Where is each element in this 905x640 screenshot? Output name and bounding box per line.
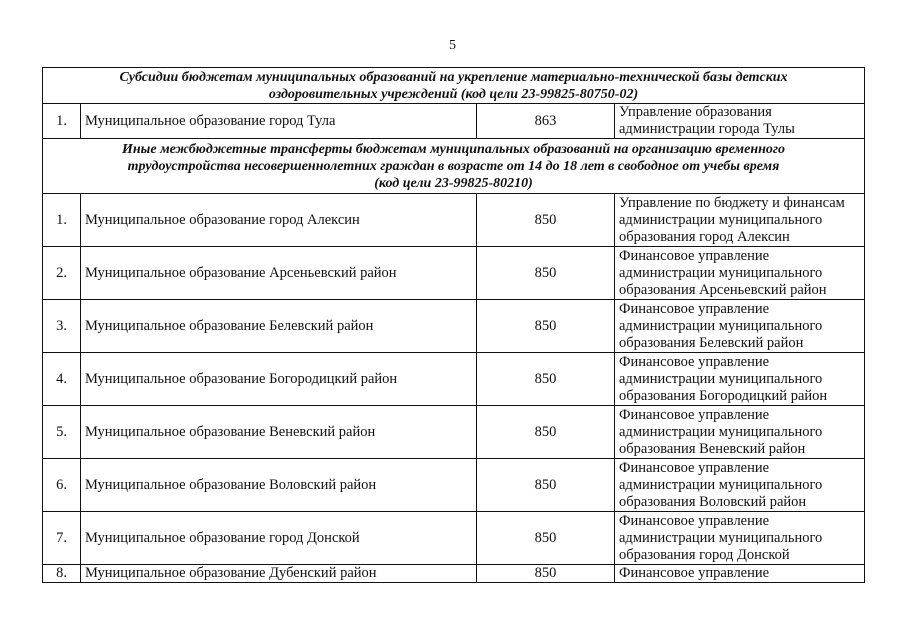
administrator: Финансовое управление администрации муниципального образования Богородицкий район — [615, 353, 865, 406]
administrator: Финансовое управление — [615, 565, 865, 583]
table-row — [43, 512, 865, 565]
admin-code: 863 — [477, 104, 615, 139]
admin-code: 850 — [477, 300, 615, 353]
admin-code: 850 — [477, 565, 615, 583]
municipality-name: Муниципальное образование Дубенский район — [81, 565, 477, 583]
administrator: Финансовое управление администрации муниципального образования Воловский район — [615, 459, 865, 512]
section-title-line: оздоровительных учреждений (код цели 23-99825-80750-02) — [268, 86, 639, 102]
administrator: Управление образования администрации города Тулы — [615, 104, 865, 139]
section-header-row — [43, 139, 865, 194]
row-number: 1. — [43, 104, 81, 139]
page-number: 5 — [449, 38, 456, 53]
administrator: Финансовое управление администрации муниципального образования Веневский район — [615, 406, 865, 459]
municipality-name: Муниципальное образование город Тула — [81, 104, 477, 139]
section-title-line: трудоустройства несовершеннолетних граждан в возрасте от 14 до 18 лет в свободное от учебы время — [127, 158, 780, 174]
row-number: 7. — [43, 512, 81, 565]
section-title-line: (код цели 23-99825-80210) — [374, 175, 533, 191]
section-title — [43, 68, 865, 104]
row-number: 1. — [43, 194, 81, 247]
administrator: Финансовое управление администрации муниципального образования Белевский район — [615, 300, 865, 353]
municipality-name: Муниципальное образование Арсеньевский район — [81, 247, 477, 300]
row-number: 2. — [43, 247, 81, 300]
municipality-name: Муниципальное образование город Донской — [81, 512, 477, 565]
table-row — [43, 406, 865, 459]
administrator: Финансовое управление администрации муниципального образования город Донской — [615, 512, 865, 565]
municipality-name: Муниципальное образование Воловский район — [81, 459, 477, 512]
municipality-name: Муниципальное образование Богородицкий район — [81, 353, 477, 406]
table-row — [43, 353, 865, 406]
table-row — [43, 247, 865, 300]
municipality-name: Муниципальное образование Веневский район — [81, 406, 477, 459]
row-number: 6. — [43, 459, 81, 512]
admin-code: 850 — [477, 247, 615, 300]
municipality-name: Муниципальное образование Белевский район — [81, 300, 477, 353]
administrator: Финансовое управление администрации муниципального образования Арсеньевский район — [615, 247, 865, 300]
section-title-line: Иные межбюджетные трансферты бюджетам муниципальных образований на организацию временного — [122, 141, 786, 157]
table-row — [43, 104, 865, 139]
section-title-line: Субсидии бюджетам муниципальных образований на укрепление материально-технической базы детских — [119, 69, 788, 85]
table-row — [43, 194, 865, 247]
table-row — [43, 565, 865, 583]
municipality-name: Муниципальное образование город Алексин — [81, 194, 477, 247]
admin-code: 850 — [477, 194, 615, 247]
row-number: 8. — [43, 565, 81, 583]
admin-code: 850 — [477, 353, 615, 406]
administrator: Управление по бюджету и финансам администрации муниципального образования город Алексин — [615, 194, 865, 247]
row-number: 3. — [43, 300, 81, 353]
admin-code: 850 — [477, 406, 615, 459]
admin-code: 850 — [477, 459, 615, 512]
row-number: 4. — [43, 353, 81, 406]
section-title — [43, 139, 865, 194]
budget-table — [42, 67, 865, 583]
table-row — [43, 300, 865, 353]
table-row — [43, 459, 865, 512]
section-header-row — [43, 68, 865, 104]
row-number: 5. — [43, 406, 81, 459]
admin-code: 850 — [477, 512, 615, 565]
